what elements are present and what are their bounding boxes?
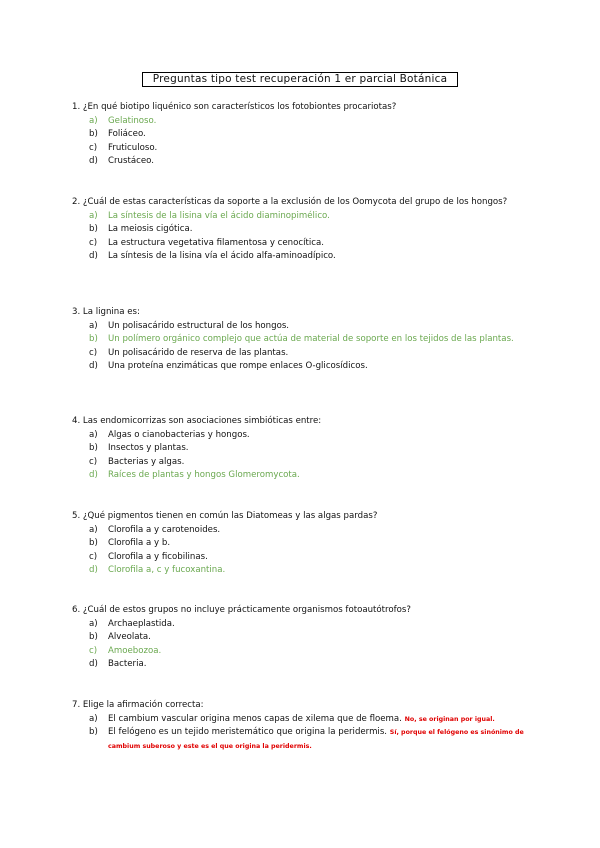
question-text: 7. Elige la afirmación correcta: xyxy=(72,700,204,710)
option-text: Una proteína enzimáticas que rompe enlaces O-glicosídicos. xyxy=(108,361,368,371)
option-letter: b) xyxy=(89,727,98,737)
option-text: El felógeno es un tejido meristemático que origina la peridermis. xyxy=(108,727,388,737)
question-text: 6. ¿Cuál de estos grupos no incluye prácticamente organismos fotoautótrofos? xyxy=(72,605,411,615)
option-letter: a) xyxy=(89,115,98,126)
option-letter: c) xyxy=(89,347,98,358)
option-text: Raíces de plantas y hongos Glomeromycota. xyxy=(108,470,300,480)
option-b xyxy=(72,333,532,347)
option-c xyxy=(72,645,532,659)
question-2 xyxy=(72,196,532,264)
option-a xyxy=(72,115,532,129)
option-c xyxy=(72,142,532,156)
option-letter: c) xyxy=(89,237,98,248)
option-text: Un polímero orgánico complejo que actúa de material de soporte en los tejidos de las plantas. xyxy=(108,334,514,344)
option-text: Un polisacárido de reserva de las plantas. xyxy=(108,347,289,358)
option-letter: d) xyxy=(89,361,98,371)
options-list xyxy=(72,618,532,672)
option-b xyxy=(72,726,532,753)
option-d xyxy=(72,360,532,374)
option-d xyxy=(72,469,532,483)
document-title: Preguntas tipo test recuperación 1 er parcial Botánica xyxy=(142,72,458,87)
option-letter: d) xyxy=(89,659,98,669)
option-letter: b) xyxy=(89,129,98,139)
option-letter: c) xyxy=(89,551,98,562)
question-7 xyxy=(72,699,532,753)
question-6 xyxy=(72,604,532,672)
option-letter: b) xyxy=(89,334,98,344)
question-text: 1. ¿En qué biotipo liquénico son característicos los fotobiontes procariotas? xyxy=(72,102,397,112)
option-letter: d) xyxy=(89,156,98,166)
option-letter: d) xyxy=(89,251,98,261)
option-b xyxy=(72,537,532,551)
option-text: El cambium vascular origina menos capas de xilema que de floema. xyxy=(108,713,402,724)
option-a xyxy=(72,210,532,224)
option-a xyxy=(72,320,532,334)
option-c xyxy=(72,237,532,251)
option-letter: d) xyxy=(89,565,98,575)
option-text: Gelatinoso. xyxy=(108,115,157,126)
option-a xyxy=(72,524,532,538)
option-text: Insectos y plantas. xyxy=(108,443,189,453)
option-text: Bacterias y algas. xyxy=(108,456,185,467)
option-letter: a) xyxy=(89,320,98,331)
answer-note: No, se originan por igual. xyxy=(404,715,495,723)
option-letter: a) xyxy=(89,713,98,724)
option-d xyxy=(72,658,532,672)
option-letter: b) xyxy=(89,224,98,234)
option-text: Crustáceo. xyxy=(108,156,154,166)
option-c xyxy=(72,551,532,565)
option-text: Clorofila a, c y fucoxantina. xyxy=(108,565,226,575)
question-text: 3. La lignina es: xyxy=(72,307,140,317)
option-letter: d) xyxy=(89,470,98,480)
option-b xyxy=(72,128,532,142)
option-letter: b) xyxy=(89,538,98,548)
option-b xyxy=(72,631,532,645)
option-text: Algas o cianobacterias y hongos. xyxy=(108,429,250,440)
question-text: 5. ¿Qué pigmentos tienen en común las Diatomeas y las algas pardas? xyxy=(72,511,378,521)
option-a xyxy=(72,429,532,443)
option-a xyxy=(72,618,532,632)
option-text: Clorofila a y carotenoides. xyxy=(108,524,221,535)
question-text: 2. ¿Cuál de estas características da soporte a la exclusión de los Oomycota del grupo de los hongos? xyxy=(72,197,508,207)
option-text: Archaeplastida. xyxy=(108,618,175,629)
option-letter: a) xyxy=(89,618,98,629)
question-3 xyxy=(72,306,532,374)
option-text: Clorofila a y ficobilinas. xyxy=(108,551,208,562)
option-text: La meiosis cigótica. xyxy=(108,224,193,234)
option-letter: c) xyxy=(89,645,98,656)
question-text: 4. Las endomicorrizas son asociaciones simbióticas entre: xyxy=(72,416,322,426)
option-text: Amoebozoa. xyxy=(108,645,162,656)
option-letter: a) xyxy=(89,210,98,221)
options-list xyxy=(72,320,532,374)
option-b xyxy=(72,442,532,456)
option-text: Bacteria. xyxy=(108,659,147,669)
option-text: La síntesis de la lisina vía el ácido diaminopimélico. xyxy=(108,210,330,221)
option-letter: c) xyxy=(89,456,98,467)
question-1 xyxy=(72,101,532,169)
question-5 xyxy=(72,510,532,578)
option-c xyxy=(72,347,532,361)
answer-note: Sí, porque el felógeno es sinónimo de cambium suberoso y este es el que origina la peridermis. xyxy=(108,729,524,750)
option-text: Alveolata. xyxy=(108,632,151,642)
option-d xyxy=(72,155,532,169)
option-text: La estructura vegetativa filamentosa y cenocítica. xyxy=(108,237,324,248)
option-text: Fruticuloso. xyxy=(108,142,158,153)
options-list xyxy=(72,524,532,578)
option-letter: b) xyxy=(89,443,98,453)
option-c xyxy=(72,456,532,470)
option-b xyxy=(72,223,532,237)
option-letter: b) xyxy=(89,632,98,642)
options-list xyxy=(72,429,532,483)
option-d xyxy=(72,250,532,264)
question-4 xyxy=(72,415,532,483)
option-a xyxy=(72,713,532,727)
option-d xyxy=(72,564,532,578)
option-text: Un polisacárido estructural de los hongos. xyxy=(108,320,290,331)
options-list xyxy=(72,115,532,169)
option-text: La síntesis de la lisina vía el ácido alfa-aminoadípico. xyxy=(108,251,336,261)
option-letter: a) xyxy=(89,429,98,440)
option-text: Foliáceo. xyxy=(108,129,146,139)
options-list xyxy=(72,713,532,754)
option-text: Clorofila a y b. xyxy=(108,538,171,548)
option-letter: c) xyxy=(89,142,98,153)
options-list xyxy=(72,210,532,264)
option-letter: a) xyxy=(89,524,98,535)
